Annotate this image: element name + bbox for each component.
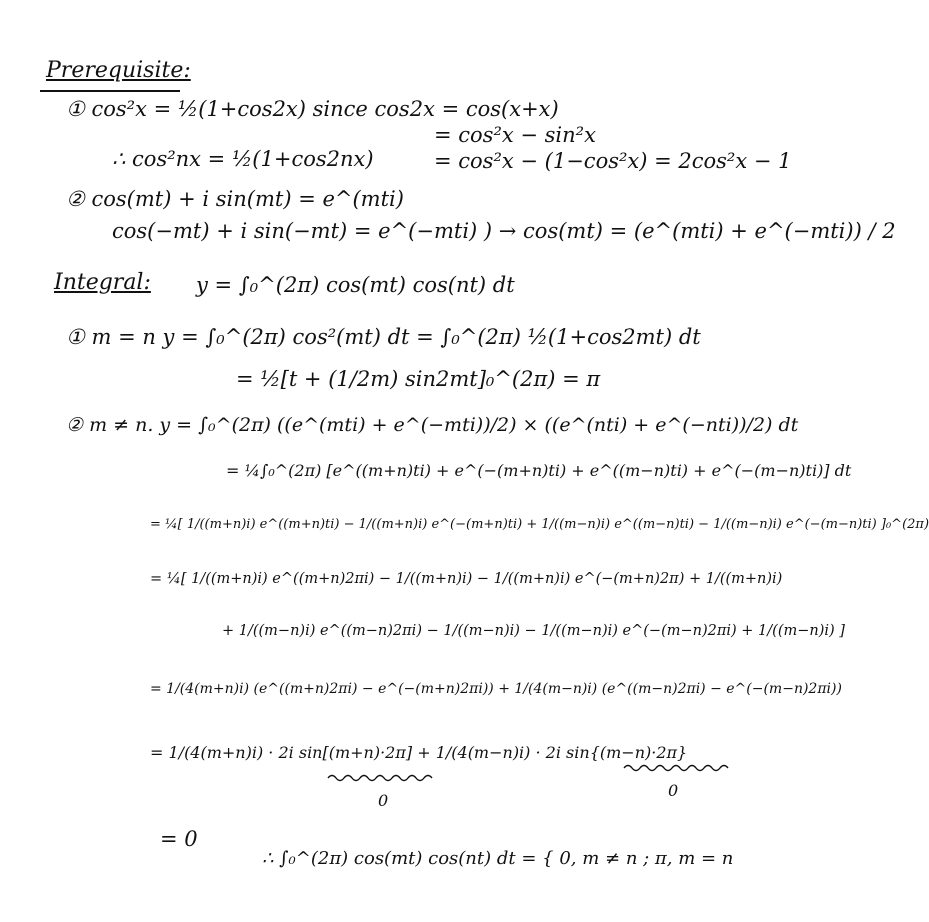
prerequisite-underline [40,90,180,92]
integral-definition: y = ∫₀^(2π) cos(mt) cos(nt) dt [196,273,515,297]
case1-line-2: = ½[t + (1/2m) sin2mt]₀^(2π) = π [236,367,601,391]
case2-line-5: + 1/((m−n)i) e^((m−n)2πi) − 1/((m−n)i) − 1/((m−n)i) e^(−(m−n)2πi) + 1/((m−n)i) ] [222,623,845,639]
p1-line-4: = cos²x − (1−cos²x) = 2cos²x − 1 [434,149,792,173]
zero-mark-2: 0 [668,781,679,800]
case2-line-7: = 1/(4(m+n)i) · 2i sin[(m+n)·2π] + 1/(4(m−n)i) · 2i sin{(m−n)·2π} [150,743,688,762]
p2-line-2: cos(−mt) + i sin(−mt) = e^(−mti) ) → cos(mt) = (e^(mti) + e^(−mti)) / 2 [112,219,896,243]
case1-line-1: ① m = n y = ∫₀^(2π) cos²(mt) dt = ∫₀^(2π) ½(1+cos2mt) dt [66,325,701,349]
zero-mark-1: 0 [378,791,389,810]
squiggle-underline-2 [622,762,732,774]
conclusion-line-1: = 0 [160,827,198,851]
case2-line-3: = ¼[ 1/((m+n)i) e^((m+n)ti) − 1/((m+n)i) e^(−(m+n)ti) + 1/((m−n)i) e^((m−n)ti) − 1/((m−n)i) e^(−(m−n)ti) ]₀^(2π) [150,517,929,532]
p1-line-2: = cos²x − sin²x [434,123,596,147]
case2-line-1: ② m ≠ n. y = ∫₀^(2π) ((e^(mti) + e^(−mti))/2) × ((e^(nti) + e^(−nti))/2) dt [66,414,799,436]
p2-line-1: ② cos(mt) + i sin(mt) = e^(mti) [66,187,404,211]
p1-line-3: ∴ cos²nx = ½(1+cos2nx) [112,147,374,171]
integral-heading: Integral: [54,270,151,295]
case2-line-4: = ¼[ 1/((m+n)i) e^((m+n)2πi) − 1/((m+n)i) − 1/((m+n)i) e^(−(m+n)2π) + 1/((m+n)i) [150,571,783,587]
squiggle-underline-1 [326,772,436,784]
case2-line-2: = ¼∫₀^(2π) [e^((m+n)ti) + e^(−(m+n)ti) + e^((m−n)ti) + e^(−(m−n)ti)] dt [226,461,852,480]
prerequisite-heading: Prerequisite: [46,58,191,83]
p1-line-1: ① cos²x = ½(1+cos2x) since cos2x = cos(x+x) [66,97,559,121]
conclusion-line-2: ∴ ∫₀^(2π) cos(mt) cos(nt) dt = { 0, m ≠ n ; π, m = n [262,848,734,869]
case2-line-6: = 1/(4(m+n)i) (e^((m+n)2πi) − e^(−(m+n)2πi)) + 1/(4(m−n)i) (e^((m−n)2πi) − e^(−(m−n)2πi)) [150,681,842,697]
